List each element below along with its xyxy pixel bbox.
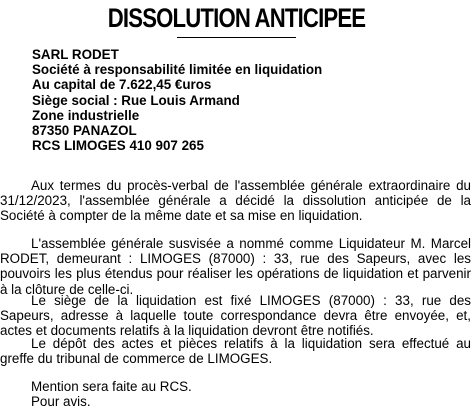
company-form: Société à responsabilité limitée en liquidation (32, 62, 323, 78)
paragraph-text: Le dépôt des actes et pièces relatifs à la liquidation sera effectué au greffe du tribunal de commerce de LIMOGES. (0, 336, 471, 367)
company-zone: Zone industrielle (32, 107, 140, 123)
title-divider (177, 37, 296, 38)
paragraph-dissolution (0, 178, 471, 224)
company-rcs: RCS LIMOGES 410 907 265 (32, 138, 204, 154)
paragraph-filing (0, 336, 471, 366)
company-city: 87350 PANAZOL (32, 123, 137, 139)
rcs-mention: Mention sera faite au RCS. (31, 379, 192, 394)
signoff: Pour avis. (31, 394, 91, 410)
notice-title: DISSOLUTION ANTICIPEE (107, 3, 366, 33)
paragraph-text: L'assemblée générale susvisée a nommé comme Liquidateur M. Marcel RODET, demeurant : LIMOGES (87000) : 33, rue des Sapeurs, avec les pouvoirs les plus étendus pour réaliser les opérations de liquidation et parvenir à la clôture de celle-ci. (0, 236, 471, 297)
company-header (32, 47, 462, 153)
paragraph-liquidation-seat (0, 293, 471, 339)
company-name: SARL RODET (32, 47, 119, 62)
company-seat: Siège social : Rue Louis Armand (32, 92, 240, 108)
paragraph-liquidator (0, 236, 471, 297)
closing-block (31, 379, 192, 409)
paragraph-text: Aux termes du procès-verbal de l'assemblée générale extraordinaire du 31/12/2023, l'assemblée générale a décidé la dissolution anticipée de la Société à compter de la même date et sa mise en liquidation. (0, 178, 471, 224)
paragraph-text: Le siège de la liquidation est fixé LIMOGES (87000) : 33, rue des Sapeurs, adresse à laquelle toute correspondance devra être envoyée, et, actes et documents relatifs à la liquidation devront être notifiés. (0, 293, 471, 339)
company-capital: Au capital de 7.622,45 €uros (32, 77, 212, 93)
